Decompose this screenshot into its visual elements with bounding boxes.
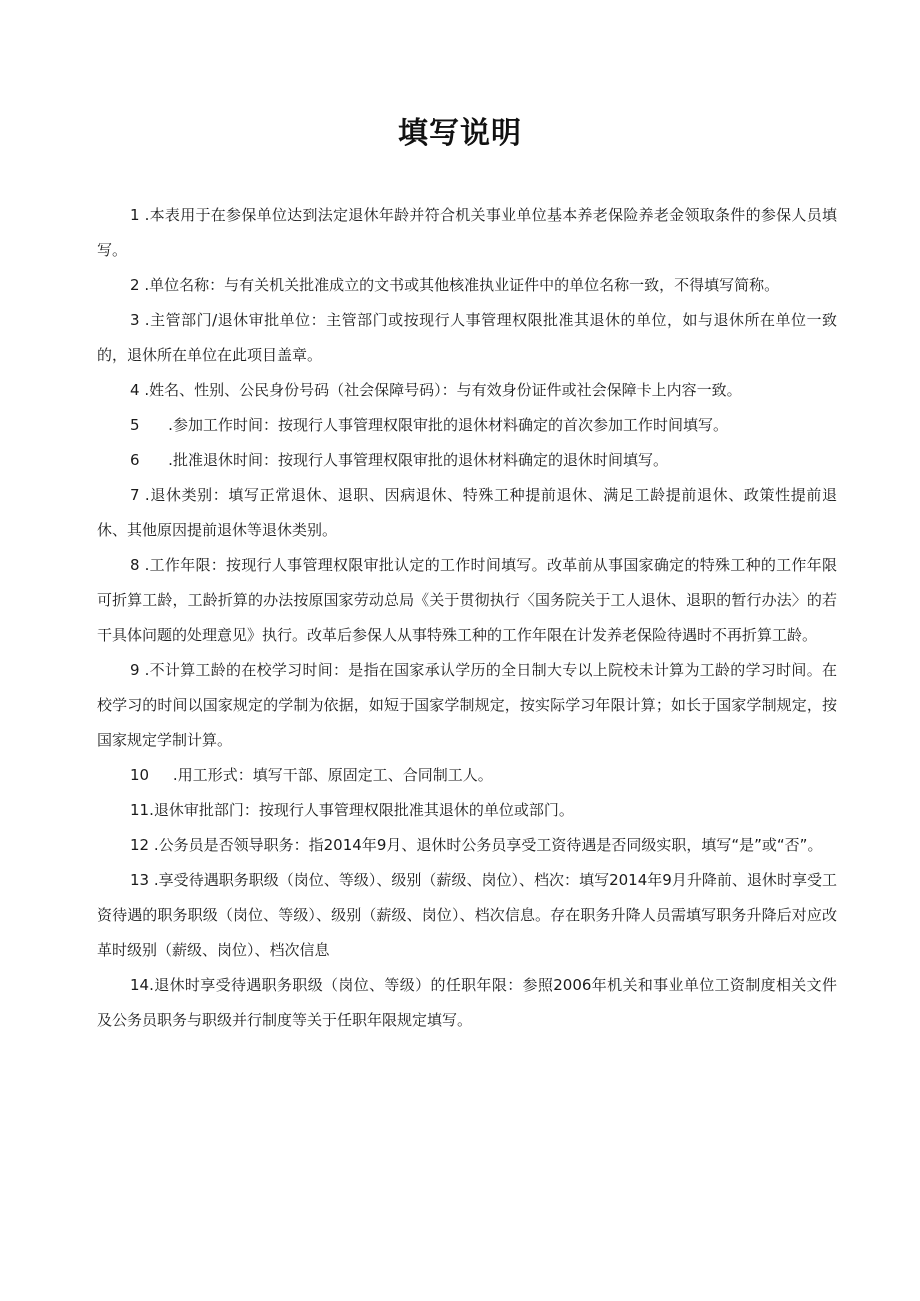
list-item	[97, 793, 837, 828]
item-separator: .	[139, 206, 150, 224]
page-title: 填写说明	[398, 116, 522, 151]
list-item	[97, 373, 837, 408]
item-number: 11	[130, 801, 150, 819]
item-separator: .	[139, 416, 173, 434]
item-text: 享受待遇职务职级（岗位、等级）、级别（薪级、岗位）、档次：填写2014年9月升降前、退休时享受工资待遇的职务职级（岗位、等级）、级别（薪级、岗位）、档次信息。存在职务升降人员需填写职务升降后对应改革时级别（薪级、岗位）、档次信息	[97, 871, 837, 959]
item-text: 退休类别：填写正常退休、退职、因病退休、特殊工种提前退休、满足工龄提前退休、政策性提前退休、其他原因提前退休等退休类别。	[97, 486, 837, 539]
item-number: 9	[130, 661, 140, 679]
list-item	[97, 478, 837, 548]
list-item	[97, 653, 837, 758]
list-item	[97, 408, 837, 443]
item-separator: .	[139, 451, 173, 469]
item-text: 不计算工龄的在校学习时间：是指在国家承认学历的全日制大专以上院校未计算为工龄的学习时间。在校学习的时间以国家规定的学制为依据，如短于国家学制规定，按实际学习年限计算；如长于国家学制规定，按国家规定学制计算。	[97, 661, 837, 749]
item-separator: .	[139, 311, 150, 329]
item-number: 8	[130, 556, 140, 574]
item-text: 本表用于在参保单位达到法定退休年龄并符合机关事业单位基本养老保险养老金领取条件的参保人员填写。	[97, 206, 837, 259]
item-separator: .	[139, 661, 150, 679]
item-text: 批准退休时间：按现行人事管理权限审批的退休材料确定的退休时间填写。	[172, 451, 668, 469]
list-item	[97, 758, 837, 793]
item-text: 参加工作时间：按现行人事管理权限审批的退休材料确定的首次参加工作时间填写。	[172, 416, 728, 434]
item-number: 7	[130, 486, 140, 504]
item-separator: .	[139, 276, 150, 294]
item-number: 6	[130, 451, 140, 469]
item-separator: .	[139, 556, 150, 574]
list-item	[97, 548, 837, 653]
list-item	[97, 268, 837, 303]
item-number: 12	[130, 836, 150, 854]
item-text: 工作年限：按现行人事管理权限审批认定的工作时间填写。改革前从事国家确定的特殊工种的工作年限可折算工龄，工龄折算的办法按原国家劳动总局《关于贯彻执行〈国务院关于工人退休、退职的暂行办法〉的若干具体问题的处理意见》执行。改革后参保人从事特殊工种的工作年限在计发养老保险待遇时不再折算工龄。	[97, 556, 837, 644]
list-item	[97, 863, 837, 968]
item-number: 4	[130, 381, 140, 399]
list-item	[97, 303, 837, 373]
list-item	[97, 828, 837, 863]
list-item	[97, 968, 837, 1038]
item-number: 10	[130, 766, 150, 784]
item-text: 主管部门/退休审批单位：主管部门或按现行人事管理权限批准其退休的单位，如与退休所在单位一致的，退休所在单位在此项目盖章。	[97, 311, 837, 364]
item-number: 14	[130, 976, 150, 994]
item-number: 3	[130, 311, 140, 329]
item-separator: .	[139, 486, 150, 504]
item-number: 2	[130, 276, 140, 294]
item-number: 13	[130, 871, 150, 889]
item-separator: .	[149, 801, 154, 819]
item-text: 单位名称：与有关机关批准成立的文书或其他核准执业证件中的单位名称一致，不得填写简称。	[149, 276, 780, 294]
item-text: 姓名、性别、公民身份号码（社会保障号码）：与有效身份证件或社会保障卡上内容一致。	[149, 381, 742, 399]
item-separator: .	[149, 766, 178, 784]
list-item	[97, 443, 837, 478]
item-separator: .	[139, 381, 150, 399]
item-text: 退休审批部门：按现行人事管理权限批准其退休的单位或部门。	[153, 801, 574, 819]
list-item	[97, 198, 837, 268]
item-separator: .	[149, 976, 154, 994]
item-number: 5	[130, 416, 140, 434]
item-text: 公务员是否领导职务：指2014年9月、退休时公务员享受工资待遇是否同级实职，填写“是”或“否”。	[158, 836, 823, 854]
item-number: 1	[130, 206, 140, 224]
item-separator: .	[149, 871, 159, 889]
item-separator: .	[149, 836, 159, 854]
instructions-list	[97, 198, 837, 1038]
item-text: 用工形式：填写干部、原固定工、合同制工人。	[177, 766, 493, 784]
item-text: 退休时享受待遇职务职级（岗位、等级）的任职年限：参照2006年机关和事业单位工资制度相关文件及公务员职务与职级并行制度等关于任职年限规定填写。	[97, 976, 837, 1029]
